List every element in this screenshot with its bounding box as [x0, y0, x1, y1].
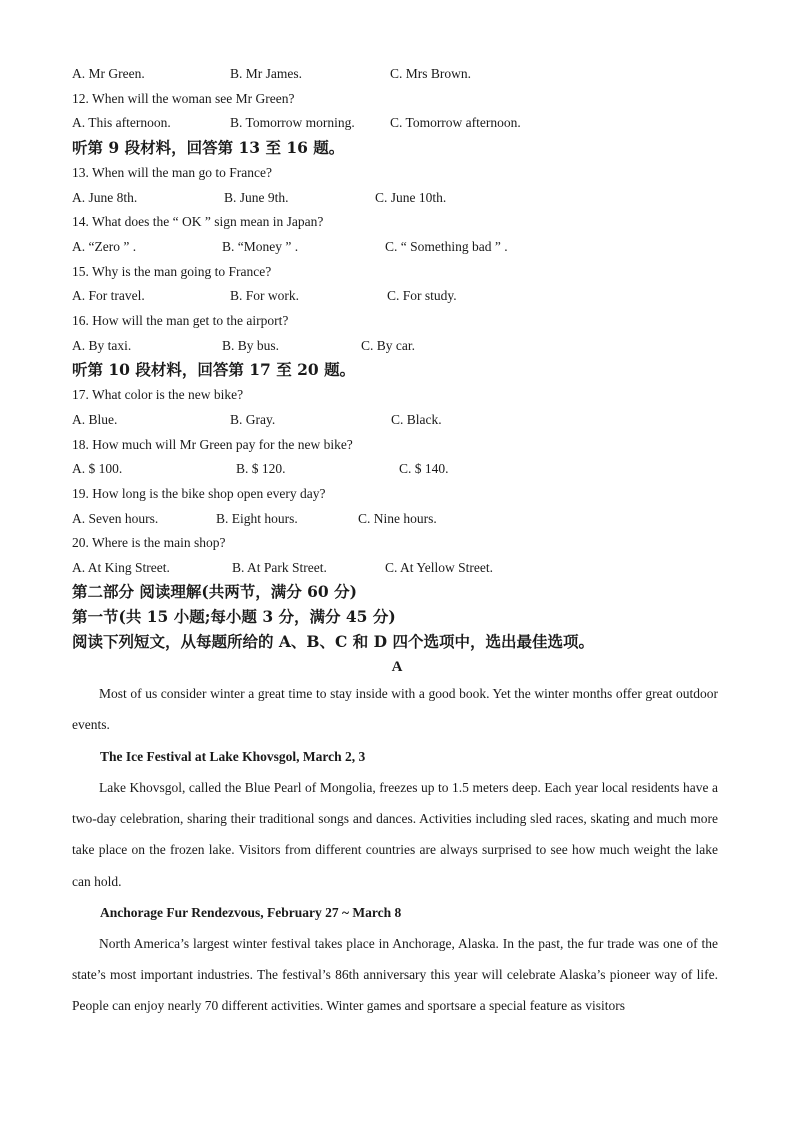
- q14-option-b: B. “Money ” .: [222, 239, 299, 254]
- event-1-paragraph: [72, 772, 718, 897]
- q13-option-a: A. June 8th.: [72, 190, 138, 205]
- section-9-heading: 听第 9 段材料，回答第 13 至 16 题。: [72, 138, 345, 157]
- passage-letter: A: [391, 659, 403, 675]
- question-17: 17. What color is the new bike?: [72, 387, 244, 402]
- q20-option-c: C. At Yellow Street.: [385, 560, 494, 575]
- question-14: 14. What does the “ OK ” sign mean in Japan?: [72, 214, 324, 229]
- event-2-title: Anchorage Fur Rendezvous, February 27 ~ March 8: [100, 905, 402, 920]
- q19-option-c: C. Nine hours.: [358, 511, 437, 526]
- event-2-paragraph: [72, 928, 718, 1022]
- q13-option-c: C. June 10th.: [375, 190, 447, 205]
- q19-option-a: A. Seven hours.: [72, 511, 159, 526]
- question-13: 13. When will the man go to France?: [72, 165, 272, 180]
- q13-option-b: B. June 9th.: [224, 190, 289, 205]
- part-2-heading: 第二部分 阅读理解(共两节，满分 60 分): [72, 582, 357, 601]
- q17-option-b: B. Gray.: [230, 412, 276, 427]
- q12-option-c: C. Tomorrow afternoon.: [390, 115, 521, 130]
- q18-option-b: B. $ 120.: [236, 461, 286, 476]
- section-1-heading: 第一节(共 15 小题;每小题 3 分，满分 45 分): [72, 607, 396, 626]
- q12-option-b: B. Tomorrow morning.: [230, 115, 355, 130]
- q12-option-a: A. This afternoon.: [72, 115, 171, 130]
- question-12: 12. When will the woman see Mr Green?: [72, 91, 295, 106]
- q16-option-c: C. By car.: [361, 338, 415, 353]
- q15-option-b: B. For work.: [230, 288, 300, 303]
- passage-intro-text: Most of us consider winter a great time to stay inside with a good book. Yet the winter months offer great outdoor events.: [72, 686, 718, 733]
- q14-option-c: C. “ Something bad ” .: [385, 239, 508, 254]
- question-15: 15. Why is the man going to France?: [72, 264, 272, 279]
- event-1-title: The Ice Festival at Lake Khovsgol, March 2, 3: [100, 749, 366, 764]
- q16-option-a: A. By taxi.: [72, 338, 132, 353]
- event-2-text: North America’s largest winter festival takes place in Anchorage, Alaska. In the past, the fur trade was one of the state’s most important industries. The festival’s 86th anniversary this year will celebrate Alaska’s pioneer way of life. People can enjoy nearly 70 different activities. Winter games and sportsare a special feature as visitors: [72, 936, 718, 1014]
- q20-option-a: A. At King Street.: [72, 560, 170, 575]
- question-19: 19. How long is the bike shop open every day?: [72, 486, 326, 501]
- q20-option-b: B. At Park Street.: [232, 560, 327, 575]
- passage-intro: [72, 678, 718, 740]
- q19-option-b: B. Eight hours.: [216, 511, 298, 526]
- q15-option-c: C. For study.: [387, 288, 457, 303]
- q17-option-c: C. Black.: [391, 412, 442, 427]
- q15-option-a: A. For travel.: [72, 288, 145, 303]
- section-10-heading: 听第 10 段材料，回答第 17 至 20 题。: [72, 360, 356, 379]
- reading-instruction: 阅读下列短文，从每题所给的 A、B、C 和 D 四个选项中，选出最佳选项。: [72, 632, 594, 651]
- q16-option-b: B. By bus.: [222, 338, 280, 353]
- q14-option-a: A. “Zero ” .: [72, 239, 137, 254]
- q11-option-c: C. Mrs Brown.: [390, 66, 472, 81]
- question-16: 16. How will the man get to the airport?: [72, 313, 289, 328]
- question-20: 20. Where is the main shop?: [72, 535, 226, 550]
- q11-option-a: A. Mr Green.: [72, 66, 145, 81]
- event-1-text: Lake Khovsgol, called the Blue Pearl of Mongolia, freezes up to 1.5 meters deep. Each year local residents have a two-day celebration, sharing their traditional songs and dances. Activities including sled races, skating and much more take place on the frozen lake. Visitors from different countries are always surprised to see how much weight the lake can hold.: [72, 780, 718, 889]
- question-18: 18. How much will Mr Green pay for the new bike?: [72, 437, 353, 452]
- q17-option-a: A. Blue.: [72, 412, 118, 427]
- q11-option-b: B. Mr James.: [230, 66, 302, 81]
- q18-option-c: C. $ 140.: [399, 461, 449, 476]
- q18-option-a: A. $ 100.: [72, 461, 123, 476]
